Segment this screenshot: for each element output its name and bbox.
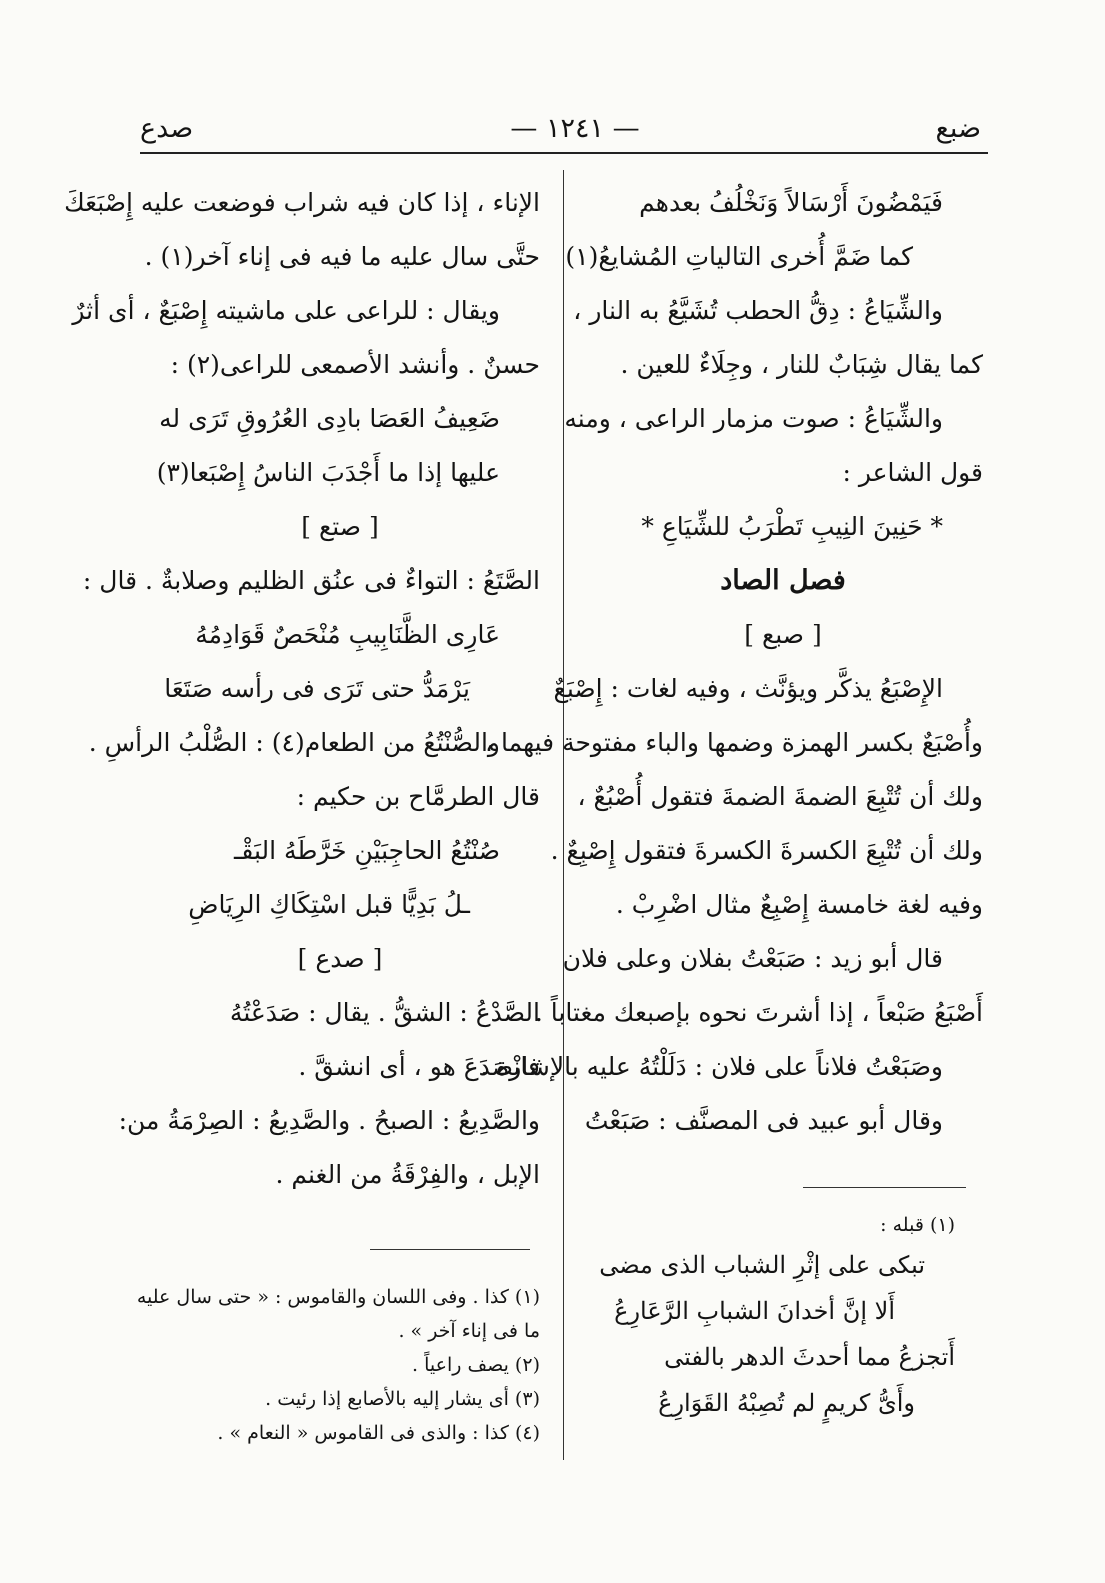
footnote-line: ما فى إناء آخر » . xyxy=(398,1320,540,1342)
entry-heading: [ صدع ] xyxy=(297,944,383,973)
text-line: وصَبَعْتُ فلاناً على فلان : دَلَلْتُهُ عليه بالإشارة . xyxy=(480,1052,943,1081)
text-line: كما يقال شِبَابٌ للنار ، وجِلَاءٌ للعين . xyxy=(620,350,983,379)
text-line: أَصْبَعُ صَبْعاً ، إذا أشرتَ نحوه بإصبعك مغتاباً . xyxy=(534,998,983,1027)
text-line: ويقال : للراعى على ماشيته إِصْبَعٌ ، أى أثرٌ xyxy=(72,296,500,325)
left-footnotes xyxy=(136,1280,540,1450)
text-line: وفيه لغة خامسة إِصْبِعٌ مثال اضْرِبْ . xyxy=(615,890,983,919)
text-line: حتَّى سال عليه ما فيه فى إناء آخر(١) . xyxy=(144,242,540,271)
right-footnotes xyxy=(595,1208,955,1426)
verse-line: * حَنِينَ النِيبِ تَطْرَبُ للشِّيَاعِ * xyxy=(641,512,943,541)
text-line: الإِصْبَعُ يذكَّر ويؤنَّث ، وفيه لغات : إِصْبَعٌ xyxy=(553,674,943,703)
text-line: الصَّدْعُ : الشقُّ . يقال : صَدَعْتُهُ xyxy=(229,998,540,1027)
header-rule xyxy=(140,152,988,154)
header-left-word: صدع xyxy=(140,113,194,144)
footnote-verse: تبكى على إثْرِ الشباب الذى مضى xyxy=(599,1251,925,1279)
footnote-verse: أَلا إنَّ أخدانَ الشبابِ الرَّعَارِعُ xyxy=(614,1297,895,1325)
text-line: الإناء ، إذا كان فيه شراب فوضعت عليه إِصْبَعَكَ xyxy=(64,188,540,217)
text-line: ولك أن تُتْبِعَ الضمةَ الضمةَ فتقول أُصْبُعٌ ، xyxy=(577,782,983,811)
header-right-word: ضبع xyxy=(935,113,981,144)
right-column xyxy=(480,176,983,1148)
verse-line: عليها إذا ما أَجْدَبَ الناسُ إِصْبَعا(٣) xyxy=(156,458,500,487)
footnote-line: (٣) أى يشار إليه بالأصابع إذا رئيت . xyxy=(265,1388,540,1410)
text-line: فانْصَدَعَ هو ، أى انشقَّ . xyxy=(298,1052,540,1081)
text-line: قال الطرمَّاح بن حكيم : xyxy=(296,782,540,811)
text-line: قول الشاعر : xyxy=(842,458,983,487)
text-line: والصُّنْتُعُ من الطعام(٤) : الصُّلْبُ الرأسِ . xyxy=(88,728,500,757)
entry-heading: [ صبع ] xyxy=(744,620,822,649)
footnote-verse: وأَىُّ كريمٍ لم تُصِبْهُ القَوَارِعُ xyxy=(658,1389,915,1417)
text-line: ولك أن تُتْبِعَ الكسرةَ الكسرةَ فتقول إِصْبِعٌ . xyxy=(550,836,983,865)
page-number: — ١٢٤١ — xyxy=(510,113,640,144)
verse-line: كما ضَمَّ أُخرى التالياتِ المُشايعُ(١) xyxy=(565,242,913,271)
section-heading: فصل الصاد xyxy=(720,565,846,596)
footnote-line: (١) كذا . وفى اللسان والقاموس : « حتى سال عليه xyxy=(136,1286,540,1308)
text-line: والشِّيَاعُ : صوت مزمار الراعى ، ومنه xyxy=(564,404,943,433)
text-line: وقال أبو عبيد فى المصنَّف : صَبَعْتُ xyxy=(584,1106,943,1135)
verse-line: فَيَمْضُونَ أَرْسَالاً وَنَخْلُفُ بعدهم xyxy=(639,188,943,217)
footnote-verse: أَتجزعُ مما أحدثَ الدهر بالفتى xyxy=(664,1343,955,1371)
column-divider xyxy=(563,170,564,1460)
text-line: والشِّيَاعُ : دِقُّ الحطب تُشَيَّعُ به النار ، xyxy=(573,296,943,325)
verse-line: عَارِى الظَّنَابِيبِ مُنْحَصٌ قَوَادِمُهُ xyxy=(195,620,500,649)
text-line: حسنٌ . وأنشد الأصمعى للراعى(٢) : xyxy=(170,350,540,379)
entry-heading: [ صتع ] xyxy=(301,512,379,541)
footnote-line: (٢) يصف راعياً . xyxy=(412,1354,540,1376)
verse-line: ضَعِيفُ العَصَا بادِى العُرُوقِ تَرَى له xyxy=(159,404,500,433)
text-line: قال أبو زيد : صَبَعْتُ بفلان وعلى فلان xyxy=(562,944,943,973)
verse-line: صُنْتُعُ الحاجِبَيْنِ خَرَّطَهُ البَقْـ xyxy=(234,836,500,865)
footnote-rule-right xyxy=(803,1187,966,1188)
footnote-line: (٤) كذا : والذى فى القاموس « النعام » . xyxy=(217,1422,540,1444)
text-line: الصَّتَعُ : التواءٌ فى عنُق الظليم وصلابةٌ . قال : xyxy=(82,566,540,595)
verse-line: يَرْمَدُّ حتى تَرَى فى رأسه صَتَعَا xyxy=(164,674,470,703)
text-line: وأُصْبَعٌ بكسر الهمزة وضمها والباء مفتوحة فيهما ، xyxy=(485,728,983,757)
footnote-line: (١) قبله : xyxy=(880,1214,955,1236)
footnote-rule-left xyxy=(370,1249,530,1250)
left-column xyxy=(64,176,540,1202)
text-line: الإبل ، والفِرْقَةُ من الغنم . xyxy=(275,1160,540,1189)
verse-line: ـلُ بَدِيًّا قبل اسْتِكَاكِ الرِيَاضِ xyxy=(188,890,470,919)
text-line: والصَّدِيعُ : الصبحُ . والصَّدِيعُ : الصِرْمَةُ من: xyxy=(118,1106,540,1135)
